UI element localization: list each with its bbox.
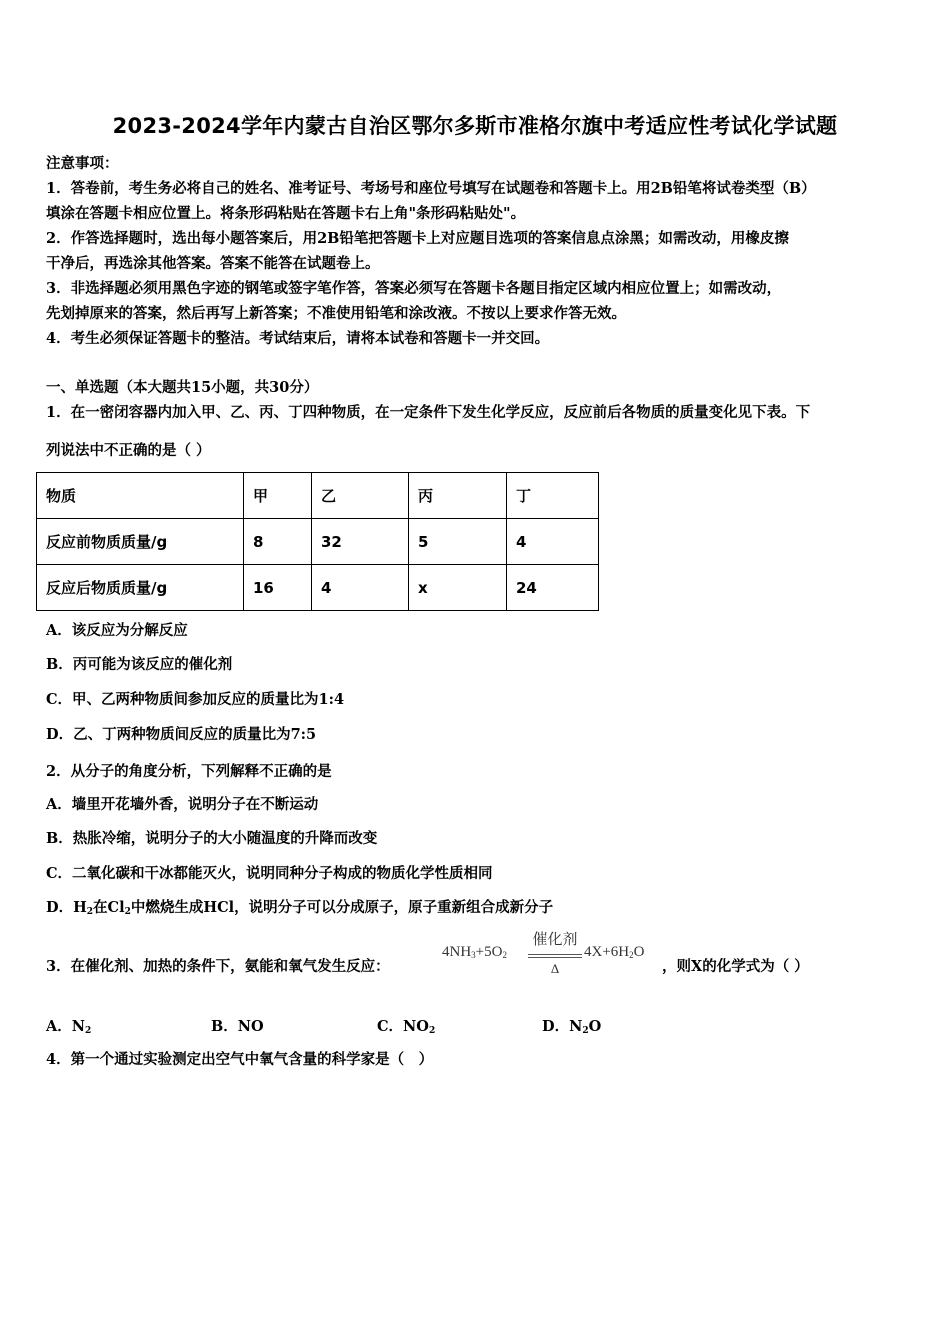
subscript: 2 <box>582 1026 589 1036</box>
notice-line: 先划掉原来的答案，然后再写上新答案；不准使用铅笔和涂改液。不按以上要求作答无效。 <box>46 305 626 322</box>
notice-line: 1．答卷前，考生务必将自己的姓名、准考证号、考场号和座位号填写在试题卷和答题卡上。用2B铅笔将试卷类型（B） <box>46 180 816 197</box>
table-cell: 物质 <box>37 473 244 519</box>
question-1-stem: 1．在一密闭容器内加入甲、乙、丙、丁四种物质，在一定条件下发生化学反应，反应前后各物质的质量变化见下表。下 <box>46 404 811 421</box>
subscript: 2 <box>124 907 131 917</box>
question-3-stem-tail: ，则X的化学式为（ ） <box>662 958 809 975</box>
q3-option-d <box>542 1015 601 1036</box>
q1-option-b: B．丙可能为该反应的催化剂 <box>46 656 233 673</box>
table-row <box>37 565 599 611</box>
q3-option-c <box>377 1015 435 1036</box>
equation-catalyst-label: 催化剂 <box>532 932 578 948</box>
text: O <box>588 1018 602 1035</box>
table-cell: 5 <box>409 519 507 565</box>
text: C．NO <box>377 1018 429 1035</box>
mass-change-table <box>36 472 599 611</box>
q2-option-a: A．墙里开花墙外香，说明分子在不断运动 <box>46 796 319 813</box>
page-title: 2023-2024学年内蒙古自治区鄂尔多斯市准格尔旗中考适应性考试化学试题 <box>112 114 838 138</box>
q3-option-a <box>46 1015 91 1036</box>
text: 中燃烧生成HCl，说明分子可以分成原子，原子重新组合成新分子 <box>130 899 554 916</box>
equation-products <box>584 944 644 961</box>
question-1-stem-cont: 列说法中不正确的是（ ） <box>46 442 211 459</box>
table-cell: x <box>409 565 507 611</box>
question-2-stem: 2．从分子的角度分析，下列解释不正确的是 <box>46 763 332 780</box>
text: O <box>633 944 645 960</box>
question-4-stem: 4．第一个通过实验测定出空气中氧气含量的科学家是（ ） <box>46 1051 434 1068</box>
equation-arrow-line <box>528 954 582 955</box>
subscript: 2 <box>629 950 634 960</box>
table-row <box>37 519 599 565</box>
equation-heat-symbol: Δ <box>550 961 560 976</box>
table-cell: 24 <box>507 565 599 611</box>
text: D．H <box>46 899 87 916</box>
table-cell: 丙 <box>409 473 507 519</box>
notice-line: 干净后，再选涂其他答案。答案不能答在试题卷上。 <box>46 255 380 272</box>
q3-option-b <box>211 1015 264 1036</box>
q1-option-d: D．乙、丁两种物质间反应的质量比为7:5 <box>46 726 317 743</box>
notice-heading: 注意事项： <box>46 155 119 172</box>
table-cell: 4 <box>312 565 409 611</box>
q2-option-c: C．二氧化碳和干冰都能灭火，说明同种分子构成的物质化学性质相同 <box>46 865 493 882</box>
table-cell: 反应后物质质量/g <box>37 565 244 611</box>
subscript: 3 <box>471 950 476 960</box>
text: B．NO <box>211 1018 264 1035</box>
notice-line: 2．作答选择题时，选出每小题答案后，用2B铅笔把答题卡上对应题目选项的答案信息点涂黑；如需改动，用橡皮擦 <box>46 230 789 247</box>
notice-line: 填涂在答题卡相应位置上。将条形码粘贴在答题卡右上角"条形码粘贴处"。 <box>46 205 526 222</box>
q1-option-c: C．甲、乙两种物质间参加反应的质量比为1:4 <box>46 691 345 708</box>
text: 4NH <box>442 944 472 960</box>
table-cell: 反应前物质质量/g <box>37 519 244 565</box>
section-heading: 一、单选题（本大题共15小题，共30分） <box>46 379 319 396</box>
text: 在Cl <box>93 899 125 916</box>
text: 4X+6H <box>584 944 630 960</box>
subscript: 2 <box>86 907 94 917</box>
table-cell: 丁 <box>507 473 599 519</box>
equation-reactants <box>442 944 507 961</box>
table-cell: 32 <box>312 519 409 565</box>
table-cell: 乙 <box>312 473 409 519</box>
table-cell: 4 <box>507 519 599 565</box>
notice-line: 3．非选择题必须用黑色字迹的钢笔或签字笔作答，答案必须写在答题卡各题目指定区域内相应位置上；如需改动， <box>46 280 782 297</box>
text: D．N <box>542 1018 583 1035</box>
notice-line: 4．考生必须保证答题卡的整洁。考试结束后，请将本试卷和答题卡一并交回。 <box>46 330 550 347</box>
chemical-equation <box>442 930 660 980</box>
text: +5O <box>475 944 503 960</box>
q2-option-b: B．热胀冷缩，说明分子的大小随温度的升降而改变 <box>46 830 378 847</box>
table-cell: 16 <box>244 565 312 611</box>
subscript: 2 <box>428 1026 436 1036</box>
q2-option-d <box>46 896 553 917</box>
table-cell: 8 <box>244 519 312 565</box>
equation-arrow-line <box>528 957 582 958</box>
table-header-row <box>37 473 599 519</box>
subscript: 2 <box>85 1026 92 1036</box>
q1-option-a: A．该反应为分解反应 <box>46 622 188 639</box>
question-3-stem: 3．在催化剂、加热的条件下，氨能和氧气发生反应： <box>46 958 390 975</box>
subscript: 2 <box>502 950 507 960</box>
table-cell: 甲 <box>244 473 312 519</box>
text: A．N <box>46 1018 86 1035</box>
